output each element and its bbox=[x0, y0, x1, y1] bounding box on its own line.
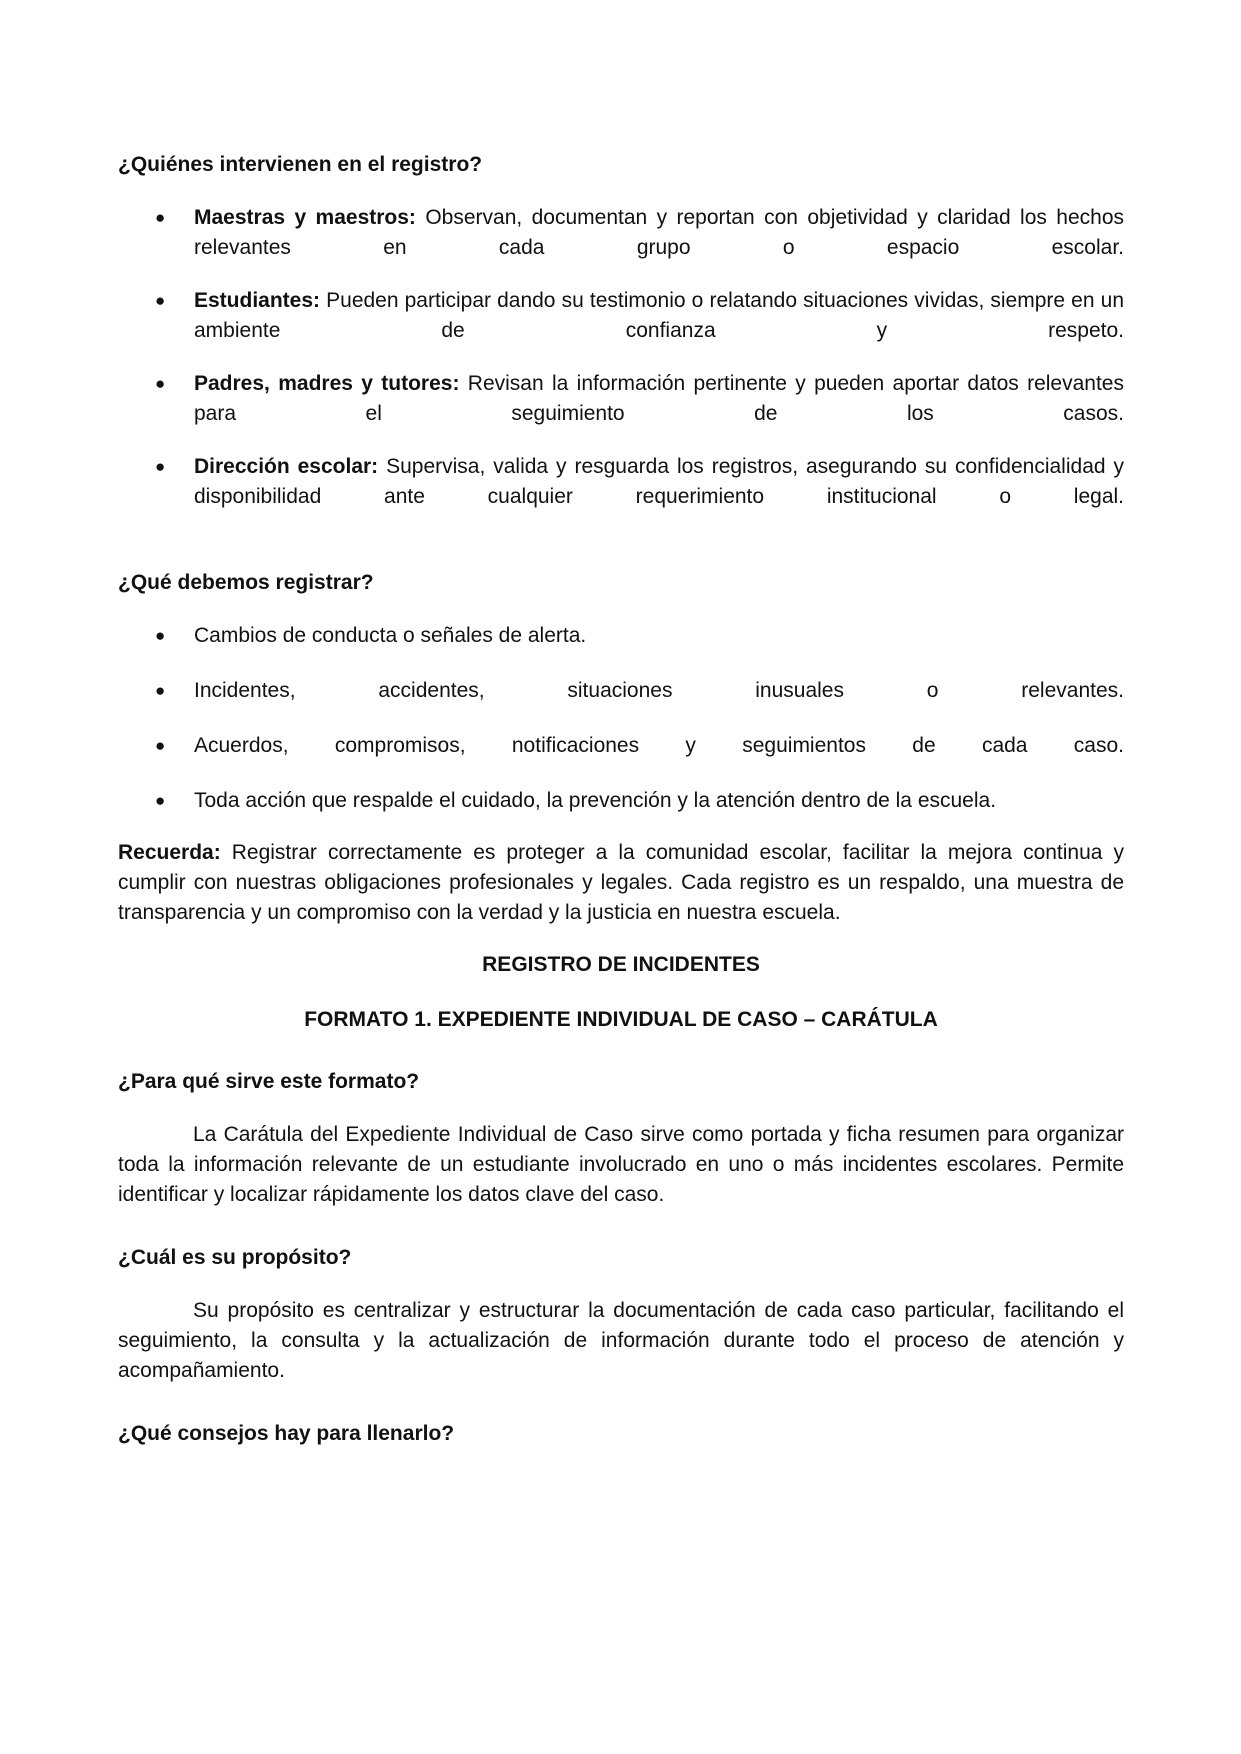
purpose-text: Su propósito es centralizar y estructurar la documentación de cada caso particular, facilitando el seguimiento, la consulta y la actualización de información durante todo el proceso de atención y acompañamiento. bbox=[118, 1299, 1124, 1382]
purpose-use-heading: ¿Para qué sirve este formato? bbox=[118, 1070, 420, 1093]
list-item bbox=[118, 452, 1124, 512]
bullet-icon: ● bbox=[155, 208, 166, 227]
bullet-icon: ● bbox=[155, 291, 166, 310]
what-heading: ¿Qué debemos registrar? bbox=[118, 571, 374, 594]
bullet-icon: ● bbox=[155, 457, 166, 476]
remember-paragraph bbox=[118, 838, 1124, 928]
remember-label: Recuerda: bbox=[118, 841, 221, 864]
item-text: Incidentes, accidentes, situaciones inusuales o relevantes. bbox=[194, 679, 1124, 702]
who-list bbox=[118, 203, 1124, 512]
register-title: REGISTRO DE INCIDENTES bbox=[482, 953, 760, 976]
bullet-icon: ● bbox=[155, 374, 166, 393]
list-item bbox=[118, 369, 1124, 429]
item-text: Toda acción que respalde el cuidado, la prevención y la atención dentro de la escuela. bbox=[194, 789, 997, 812]
purpose-use-text: La Carátula del Expediente Individual de Caso sirve como portada y ficha resumen para organizar toda la información relevante de un estudiante involucrado en uno o más incidentes escolares. Permite identificar y localizar rápidamente los datos clave del caso. bbox=[118, 1123, 1124, 1206]
who-heading: ¿Quiénes intervienen en el registro? bbox=[118, 153, 483, 176]
tips-heading: ¿Qué consejos hay para llenarlo? bbox=[118, 1422, 455, 1445]
item-term: Maestras y maestros: bbox=[194, 206, 416, 229]
list-item bbox=[118, 621, 1124, 651]
item-text: Supervisa, valida y resguarda los registros, asegurando su confidencialidad y disponibilidad ante cualquier requerimiento institucional o legal. bbox=[194, 455, 1124, 508]
format-title: FORMATO 1. EXPEDIENTE INDIVIDUAL DE CASO – CARÁTULA bbox=[304, 1008, 938, 1031]
item-term: Estudiantes: bbox=[194, 289, 321, 312]
item-term: Padres, madres y tutores: bbox=[194, 372, 460, 395]
list-item bbox=[118, 731, 1124, 761]
document-page bbox=[118, 150, 1124, 1449]
bullet-icon: ● bbox=[155, 791, 166, 810]
item-text: Cambios de conducta o señales de alerta. bbox=[194, 624, 587, 647]
remember-text: Registrar correctamente es proteger a la comunidad escolar, facilitar la mejora continua y cumplir con nuestras obligaciones profesionales y legales. Cada registro es un respaldo, una muestra de transparencia y un compromiso con la verdad y la justicia en nuestra escuela. bbox=[118, 841, 1124, 924]
purpose-heading: ¿Cuál es su propósito? bbox=[118, 1246, 352, 1269]
item-text: Pueden participar dando su testimonio o relatando situaciones vividas, siempre en un ambiente de confianza y respeto. bbox=[194, 289, 1124, 342]
item-text: Acuerdos, compromisos, notificaciones y seguimientos de cada caso. bbox=[194, 734, 1124, 757]
what-list bbox=[118, 621, 1124, 816]
item-term: Dirección escolar: bbox=[194, 455, 379, 478]
item-text: Observan, documentan y reportan con objetividad y claridad los hechos relevantes en cada grupo o espacio escolar. bbox=[194, 206, 1125, 259]
bullet-icon: ● bbox=[155, 736, 166, 755]
list-item bbox=[118, 286, 1124, 346]
item-text: Revisan la información pertinente y pueden aportar datos relevantes para el seguimiento de los casos. bbox=[194, 372, 1124, 425]
list-item bbox=[118, 676, 1124, 706]
bullet-icon: ● bbox=[155, 681, 166, 700]
list-item bbox=[118, 203, 1124, 263]
list-item bbox=[118, 786, 1124, 816]
bullet-icon: ● bbox=[155, 626, 166, 645]
